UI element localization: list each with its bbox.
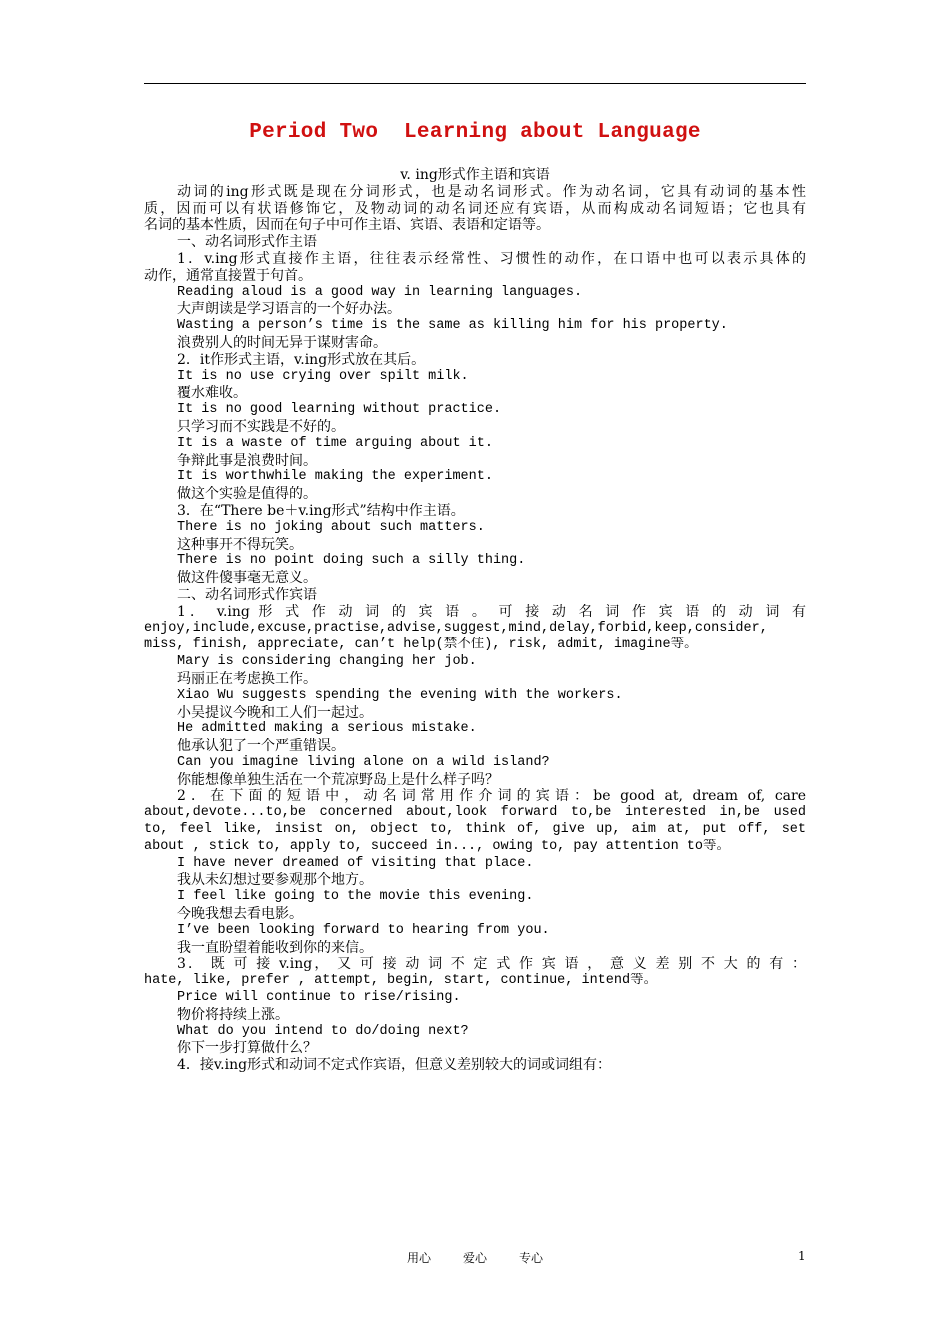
text-line: about,devote...to,be concerned about,look forward to,be interested in,be used (144, 805, 806, 821)
text-line: 他承认犯了一个严重错误。 (177, 738, 345, 755)
text-line: 2．在下面的短语中，动名词常用作介词的宾语：be good at, dream of, care (177, 788, 806, 805)
text-line: hate, like, prefer , attempt, begin, start, continue, intend等。 (144, 973, 658, 989)
text-line: 我一直盼望着能收到你的来信。 (177, 939, 373, 956)
text-line: 1．v.ing形式直接作主语，往往表示经常性、习惯性的动作，在口语中也可以表示具体的 (177, 250, 806, 267)
text-line: It is a waste of time arguing about it. (177, 435, 493, 451)
page-number: 1 (798, 1249, 806, 1263)
footer-motto (0, 1249, 950, 1266)
text-line: He admitted making a serious mistake. (177, 721, 477, 737)
text-line: about , stick to, apply to, succeed in..., owing to, pay attention to等。 (144, 838, 730, 854)
text-line: I have never dreamed of visiting that place. (177, 855, 534, 871)
text-line: 争辩此事是浪费时间。 (177, 452, 317, 469)
text-line: 我从未幻想过要参观那个地方。 (177, 872, 373, 889)
text-line: 大声朗读是学习语言的一个好办法。 (177, 301, 401, 318)
text-line: 质，因而可以有状语修饰它，及物动词的动名词还应有宾语，从而构成动名词短语；它也具有 (144, 200, 806, 217)
text-line: 1． v.ing 形 式 作 动 词 的 宾 语 。 可 接 动 名 词 作 宾 语 的 动 词 有 (177, 603, 806, 620)
text-line: 只学习而不实践是不好的。 (177, 418, 345, 435)
text-line: 3． 既 可 接 v.ing， 又 可 接 动 词 不 定 式 作 宾 语 ， 意 义 差 别 不 大 的 有 ： (177, 956, 806, 973)
text-line: miss, finish, appreciate, can’t help(禁不住), risk, admit, imagine等。 (144, 637, 698, 653)
text-line: 4．接v.ing形式和动词不定式作宾语，但意义差别较大的词或词组有： (177, 1057, 612, 1074)
text-line: 物价将持续上涨。 (177, 1006, 289, 1023)
footer-motto-1: 用心 (406, 1251, 431, 1265)
header-rule (144, 83, 806, 84)
text-line: to, feel like, insist on, object to, think of, give up, aim at, put off, set (144, 822, 806, 838)
text-line: It is worthwhile making the experiment. (177, 469, 493, 485)
text-line: There is no joking about such matters. (177, 519, 485, 535)
text-line: 动作，通常直接置于句首。 (144, 267, 312, 284)
text-line: 覆水难收。 (177, 385, 247, 402)
text-line: There is no point doing such a silly thing. (177, 553, 526, 569)
text-line: 名词的基本性质，因而在句子中可作主语、宾语、表语和定语等。 (144, 217, 550, 234)
text-line: 做这件傻事毫无意义。 (177, 570, 317, 587)
text-line: Mary is considering changing her job. (177, 654, 477, 670)
document-body (144, 167, 806, 1074)
text-line: 你能想像单独生活在一个荒凉野岛上是什么样子吗？ (177, 771, 499, 788)
text-line: Wasting a person’s time is the same as killing him for his property. (177, 318, 728, 334)
text-line: 3．在“There be＋v.ing形式”结构中作主语。 (177, 502, 465, 519)
text-line: What do you intend to do/doing next? (177, 1023, 469, 1039)
text-line: v. ing形式作主语和宾语 (400, 167, 550, 183)
text-line: 一、动名词形式作主语 (177, 234, 317, 251)
text-line: 小吴提议今晚和工人们一起过。 (177, 704, 373, 721)
text-line: Price will continue to rise/rising. (177, 990, 461, 1006)
text-line: enjoy,include,excuse,practise,advise,suggest,mind,delay,forbid,keep,consider, (144, 620, 768, 636)
text-line: 2．it作形式主语，v.ing形式放在其后。 (177, 351, 426, 368)
text-line: 这种事开不得玩笑。 (177, 536, 303, 553)
footer-motto-2: 爱心 (462, 1251, 487, 1265)
footer-motto-3: 专心 (519, 1251, 544, 1265)
text-line: 今晚我想去看电影。 (177, 906, 303, 923)
text-line: It is no use crying over spilt milk. (177, 368, 469, 384)
text-line: 玛丽正在考虑换工作。 (177, 670, 317, 687)
text-line: 浪费别人的时间无异于谋财害命。 (177, 334, 387, 351)
page-title: Period Two Learning about Language (249, 121, 701, 144)
text-line: 二、动名词形式作宾语 (177, 586, 317, 603)
text-line: Can you imagine living alone on a wild island? (177, 754, 550, 770)
text-line: 动词的ing形式既是现在分词形式，也是动名词形式。作为动名词，它具有动词的基本性 (177, 183, 806, 200)
text-line: Xiao Wu suggests spending the evening with the workers. (177, 687, 623, 703)
text-line: It is no good learning without practice. (177, 402, 502, 418)
text-line: 你下一步打算做什么？ (177, 1040, 317, 1057)
text-line: 做这个实验是值得的。 (177, 486, 317, 503)
text-line: I feel like going to the movie this evening. (177, 889, 534, 905)
text-line: I’ve been looking forward to hearing from you. (177, 922, 550, 938)
text-line: Reading aloud is a good way in learning languages. (177, 284, 583, 300)
